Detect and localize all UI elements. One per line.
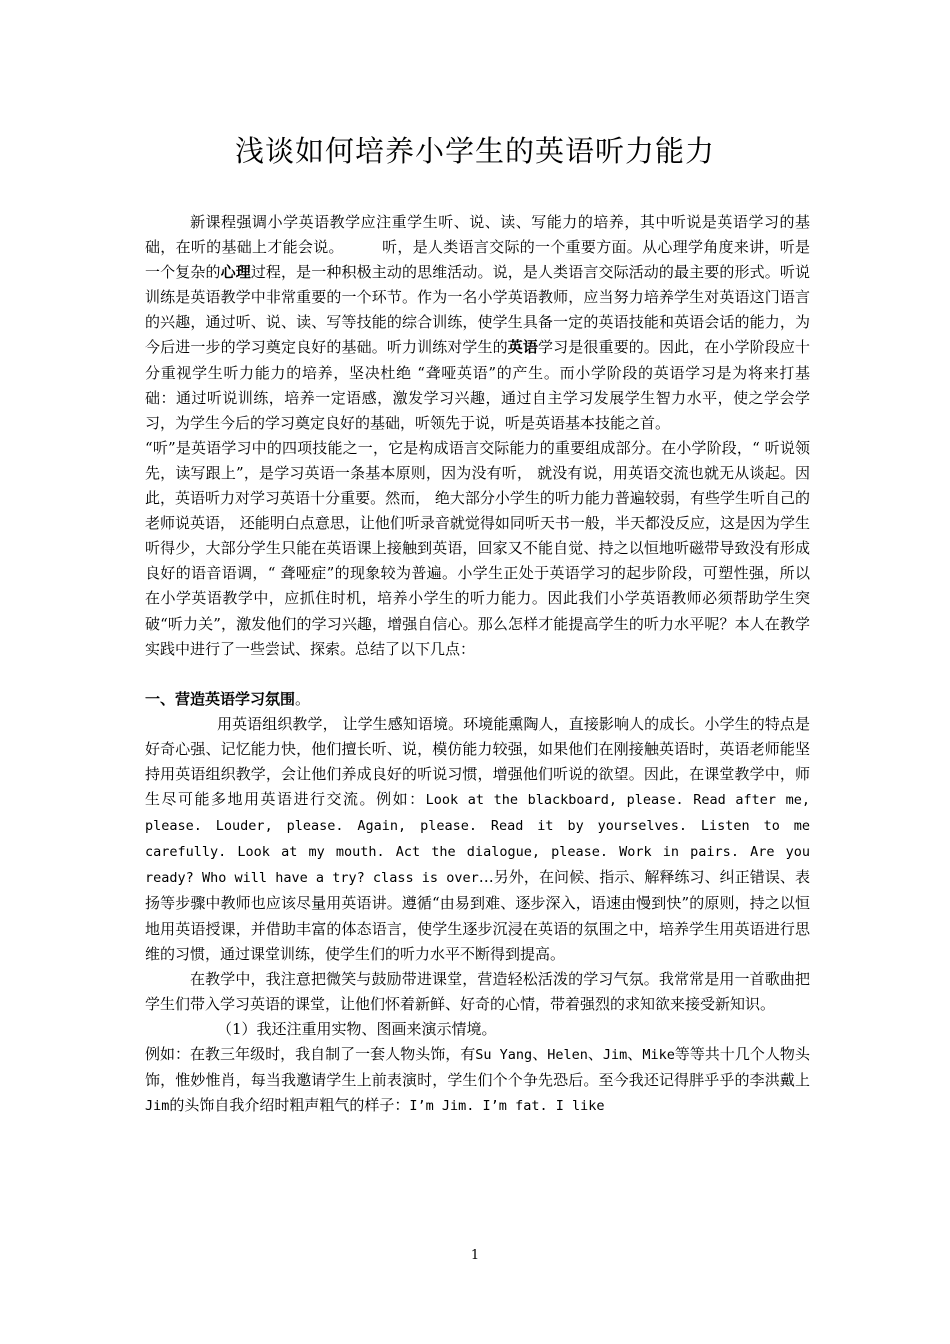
- document-body: [145, 210, 810, 1119]
- paragraph-example: 例如：在教三年级时，我自制了一套人物头饰，有Su Yang、Helen、Jim、Mike等等共十几个人物头饰，惟妙惟肖，每当我邀请学生上前表演时，学生们个个争先恐后。至今我还记得胖乎乎的李洪戴上Jim的头饰自我介绍时粗声粗气的样子：I’m Jim. I’m fat. I like: [145, 1045, 810, 1115]
- page-number: 1: [470, 1248, 480, 1263]
- paragraph-listening: “听”是英语学习中的四项技能之一，它是构成语言交际能力的重要组成部分。在小学阶段，“ 听说领先，读写跟上”，是学习英语一条基本原则，因为没有听， 就没有说，用英语交流也就无从谈起。因此，英语听力对学习英语十分重要。然而， 绝大部分小学生的听力能力普遍较弱，有些学生听自己的老师说英语， 还能明白点意思，让他们听录音就觉得如同听天书一般，半天都没反应，这是因为学生听得少，大部分学生只能在英语课上接触到英语，回家又不能自觉、持之以恒地听磁带导致没有形成良好的语音语调，“ 聋哑症”的现象较为普遍。小学生正处于英语学习的起步阶段，可塑性强，所以在小学英语教学中，应抓住时机，培养小学生的听力能力。因此我们小学英语教师必须帮助学生突破“听力关”，激发他们的学习兴趣，增强自信心。那么怎样才能提高学生的听力水平呢？本人在教学实践中进行了一些尝试、探索。总结了以下几点：: [145, 438, 810, 658]
- bold-term-psychology: 心理: [220, 263, 251, 282]
- paragraph-classroom-english: 用英语组织教学， 让学生感知语境。环境能熏陶人，直接影响人的成长。小学生的特点是好奇心强、记忆能力快，他们擅长听、说，模仿能力较强，如果他们在刚接触英语时，英语老师能坚持用英语组织教学，会让他们养成良好的听说习惯，增强他们听说的欲望。因此，在课堂教学中，师生尽可能多地用英语进行交流。例如：Look at the blackboard, please. Read after me, please. Louder, please. Again, please. Read it by yourselves. Listen to me carefully. Look at my mouth. Act the dialogue, please. Work in pairs. Are you ready? Who will have a try? class is over…另外，在问候、指示、解释练习、纠正错误、表扬等步骤中教师也应该尽量用英语讲。遵循“由易到难、逐步深入，语速由慢到快”的原则，持之以恒地用英语授课，并借助丰富的体态语言，使学生逐步沉浸在英语的氛围之中，培养学生用英语进行思维的习惯，通过课堂训练，使学生们的听力水平不断得到提高。: [145, 714, 810, 963]
- paragraph-gap: [145, 662, 810, 687]
- paragraph-atmosphere: 在教学中，我注意把微笑与鼓励带进课堂，营造轻松活泼的学习气氛。我常常是用一首歌曲把学生们带入学习英语的课堂，让他们怀着新鲜、好奇的心情，带着强烈的求知欲来接受新知识。: [145, 969, 810, 1013]
- bold-term-english: 英语: [507, 338, 539, 357]
- section-heading-1: 一、营造英语学习氛围。: [145, 689, 311, 708]
- document-title: 浅谈如何培养小学生的英语听力能力: [234, 134, 715, 168]
- paragraph-point-1: （1）我还注重用实物、图画来演示情境。: [217, 1019, 497, 1038]
- english-phrases: Look at the blackboard, please. Read after me, please. Louder, please. Again, please. Read it by yourselves. Listen to me carefully. Look at my mouth. Act the dialogue, please. Work in pairs. Are you ready? Who will have a try? class is over: [145, 792, 810, 887]
- paragraph-intro: 新课程强调小学英语教学应注重学生听、说、读、写能力的培养，其中听说是英语学习的基础，在听的基础上才能会说。 听，是人类语言交际的一个重要方面。从心理学角度来讲，听是一个复杂的心理过程，是一种积极主动的思维活动。说，是人类语言交际活动的最主要的形式。听说训练是英语教学中非常重要的一个环节。作为一名小学英语教师，应当努力培养学生对英语这门语言的兴趣，通过听、说、读、写等技能的综合训练，使学生具备一定的英语技能和英语会话的能力，为今后进一步的学习奠定良好的基础。听力训练对学生的英语学习是很重要的。因此，在小学阶段应十分重视学生听力能力的培养，坚决杜绝 “聋哑英语”的产生。而小学阶段的英语学习是为将来打基础：通过听说训练，培养一定语感，激发学习兴趣，通过自主学习发展学生智力水平，使之学会学习，为学生今后的学习奠定良好的基础，听领先于说，听是英语基本技能之首。: [145, 213, 810, 432]
